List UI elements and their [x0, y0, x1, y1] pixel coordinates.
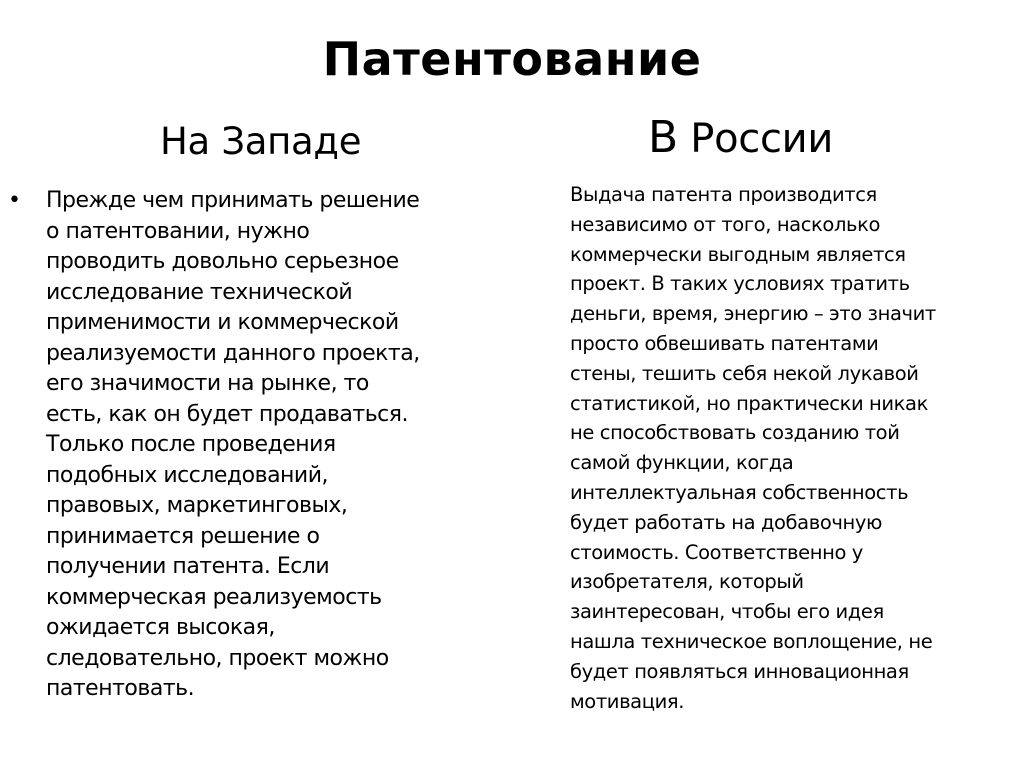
slide-title: Патентование [322, 32, 702, 86]
russia-paragraph: Выдача патента производится независимо от того, насколько коммерчески выгодным является проект. В таких условиях тратить деньги, время, энергию – это значит просто обвешивать патентами стены, тешить себя некой лукавой статистикой, но практически никак не способствовать созданию той самой функции, когда интеллектуальная собственность будет работать на добавочную стоимость. Соответственно у изобретателя, который заинтересован, чтобы его идея нашла техническое воплощение, не будет появляться инновационная мотивация. [570, 183, 936, 713]
heading-russia-first-letter: В [648, 112, 678, 163]
west-paragraph: Прежде чем принимать решение о патентовании, нужно проводить довольно серьезное исследование технической применимости и коммерческой реализуемости данного проекта, его значимости на рынке, то есть, как он будет продаваться. Только после проведения подобных исследований, правовых, маркетинговых, принимается решение о получении патента. Если коммерческая реализуемость ожидается высокая, следовательно, проект можно патентовать. [46, 188, 420, 701]
bullet-icon: • [8, 188, 21, 213]
heading-russia [648, 108, 833, 169]
heading-west: На Западе [160, 120, 362, 163]
heading-russia-rest: России [677, 116, 834, 162]
